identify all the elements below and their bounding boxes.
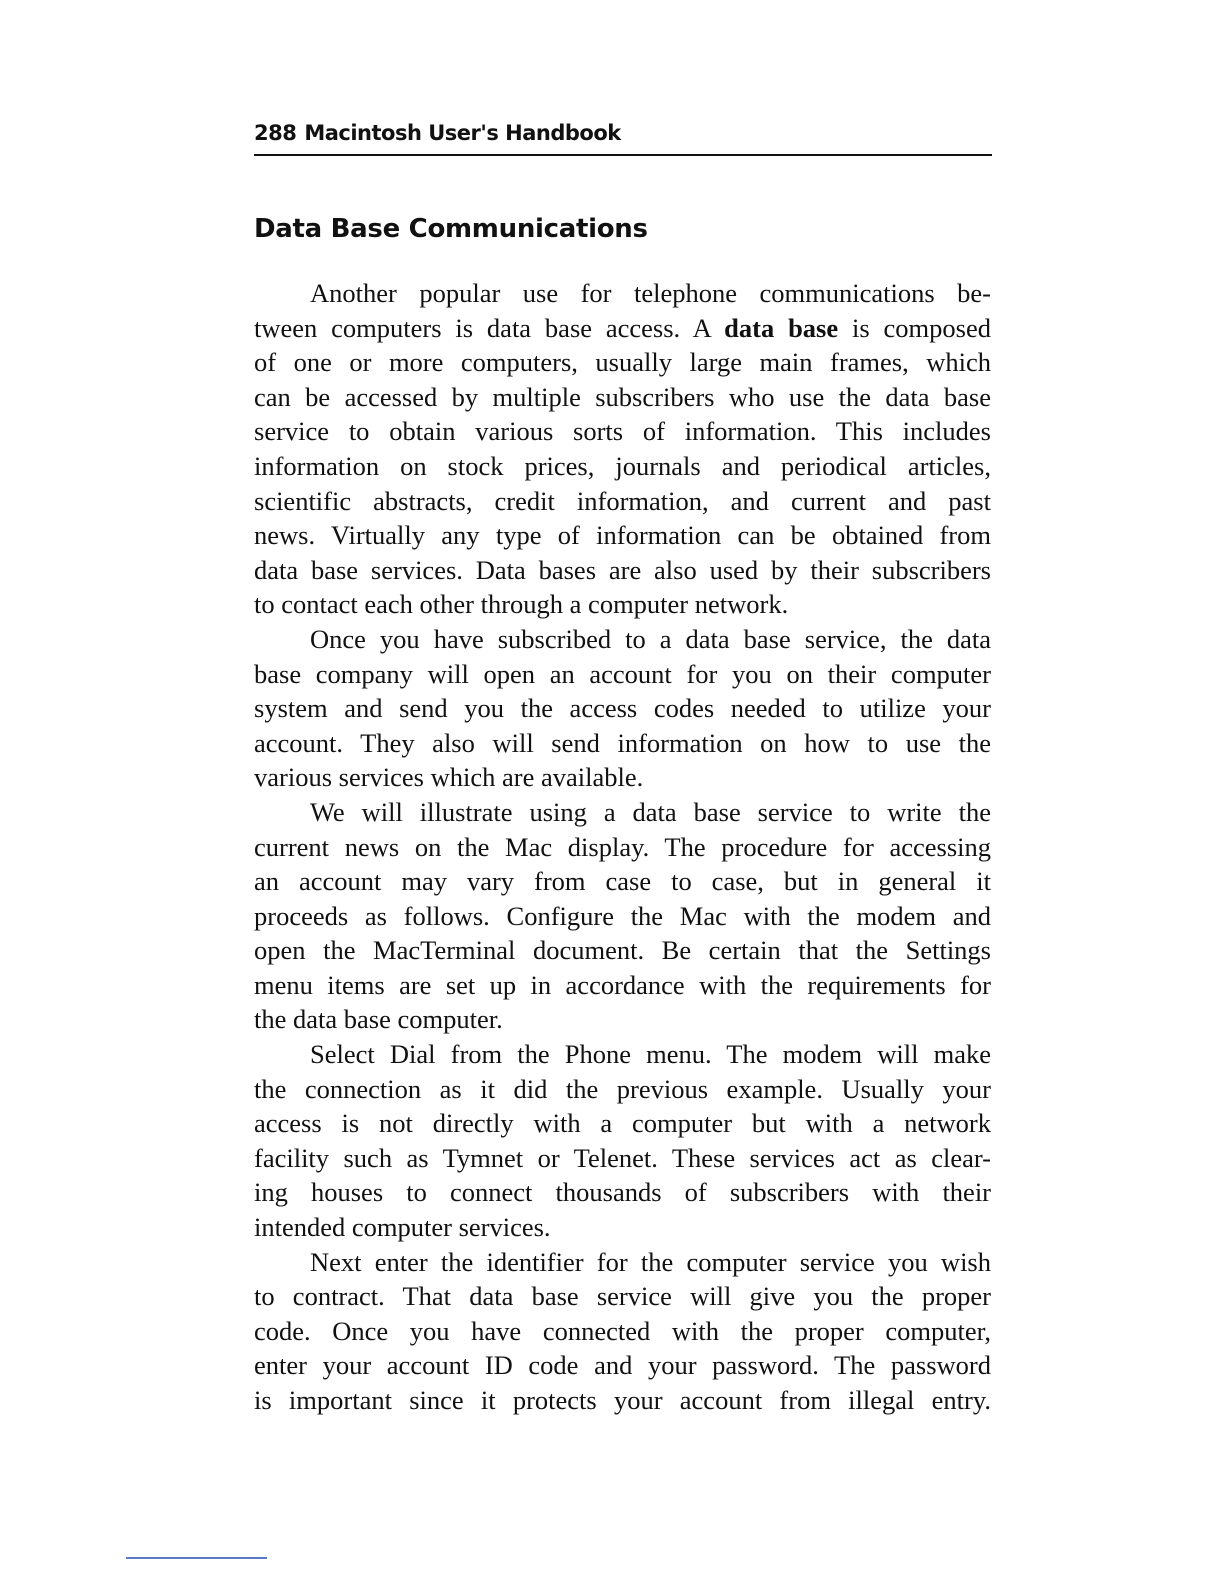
bold-term: data base xyxy=(724,312,839,343)
text-line: Once you have subscribed to a data base service, the data xyxy=(310,623,991,654)
page-number: 288 xyxy=(254,121,297,145)
section-heading: Data Base Communications xyxy=(254,214,648,244)
text-line: of one or more computers, usually large main frames, which xyxy=(254,347,991,378)
text-line: Select Dial from the Phone menu. The modem will make xyxy=(310,1039,991,1070)
text-line: code. Once you have connected with the proper computer, xyxy=(254,1315,991,1346)
text-line: ing houses to connect thousands of subscribers with their xyxy=(254,1177,991,1208)
text-line: menu items are set up in accordance with the requirements for xyxy=(254,969,991,1000)
text-line: base company will open an account for you on their computer xyxy=(254,658,991,689)
text-line: tween computers is data base access. A data base is composed xyxy=(254,312,991,343)
paragraph-2 xyxy=(254,622,991,795)
text-line: system and send you the access codes needed to utilize your xyxy=(254,693,991,724)
text-line: account. They also will send information on how to use the xyxy=(254,727,991,758)
text-line: facility such as Tymnet or Telenet. These services act as clear- xyxy=(254,1142,991,1173)
book-title: Macintosh User's Handbook xyxy=(304,121,621,145)
text-line: enter your account ID code and your password. The password xyxy=(254,1350,991,1381)
paragraph-1 xyxy=(254,276,991,622)
text-line: is important since it protects your account from illegal entry. xyxy=(254,1385,991,1415)
text-line: We will illustrate using a data base service to write the xyxy=(310,796,991,827)
text-line: news. Virtually any type of information can be obtained from xyxy=(254,520,991,551)
text-line: current news on the Mac display. The procedure for accessing xyxy=(254,831,991,862)
text-line: access is not directly with a computer but with a network xyxy=(254,1108,991,1139)
text-line: various services which are available. xyxy=(254,762,644,793)
text-line: service to obtain various sorts of information. This includes xyxy=(254,416,991,447)
footer-rule xyxy=(126,1557,267,1559)
body-text xyxy=(254,276,991,1418)
text-line: information on stock prices, journals and periodical articles, xyxy=(254,450,991,481)
text-line: data base services. Data bases are also used by their subscribers xyxy=(254,554,991,585)
text-line: the data base computer. xyxy=(254,1004,503,1035)
text-line: the connection as it did the previous example. Usually your xyxy=(254,1073,991,1104)
text-line: Another popular use for telephone communications be- xyxy=(310,278,991,308)
text-line: to contract. That data base service will give you the proper xyxy=(254,1281,991,1312)
text-line: proceeds as follows. Configure the Mac with the modem and xyxy=(254,900,991,931)
text-line: open the MacTerminal document. Be certain that the Settings xyxy=(254,935,991,966)
running-head xyxy=(254,118,992,156)
paragraph-4 xyxy=(254,1037,991,1245)
text-line: scientific abstracts, credit information, and current and past xyxy=(254,485,991,516)
text-line: can be accessed by multiple subscribers who use the data base xyxy=(254,381,991,412)
paragraph-5 xyxy=(254,1245,991,1418)
paragraph-3 xyxy=(254,795,991,1037)
text-line: Next enter the identifier for the computer service you wish xyxy=(310,1246,991,1277)
text-line: an account may vary from case to case, but in general it xyxy=(254,866,991,897)
text-line: intended computer services. xyxy=(254,1212,551,1243)
text-line: to contact each other through a computer network. xyxy=(254,589,789,620)
